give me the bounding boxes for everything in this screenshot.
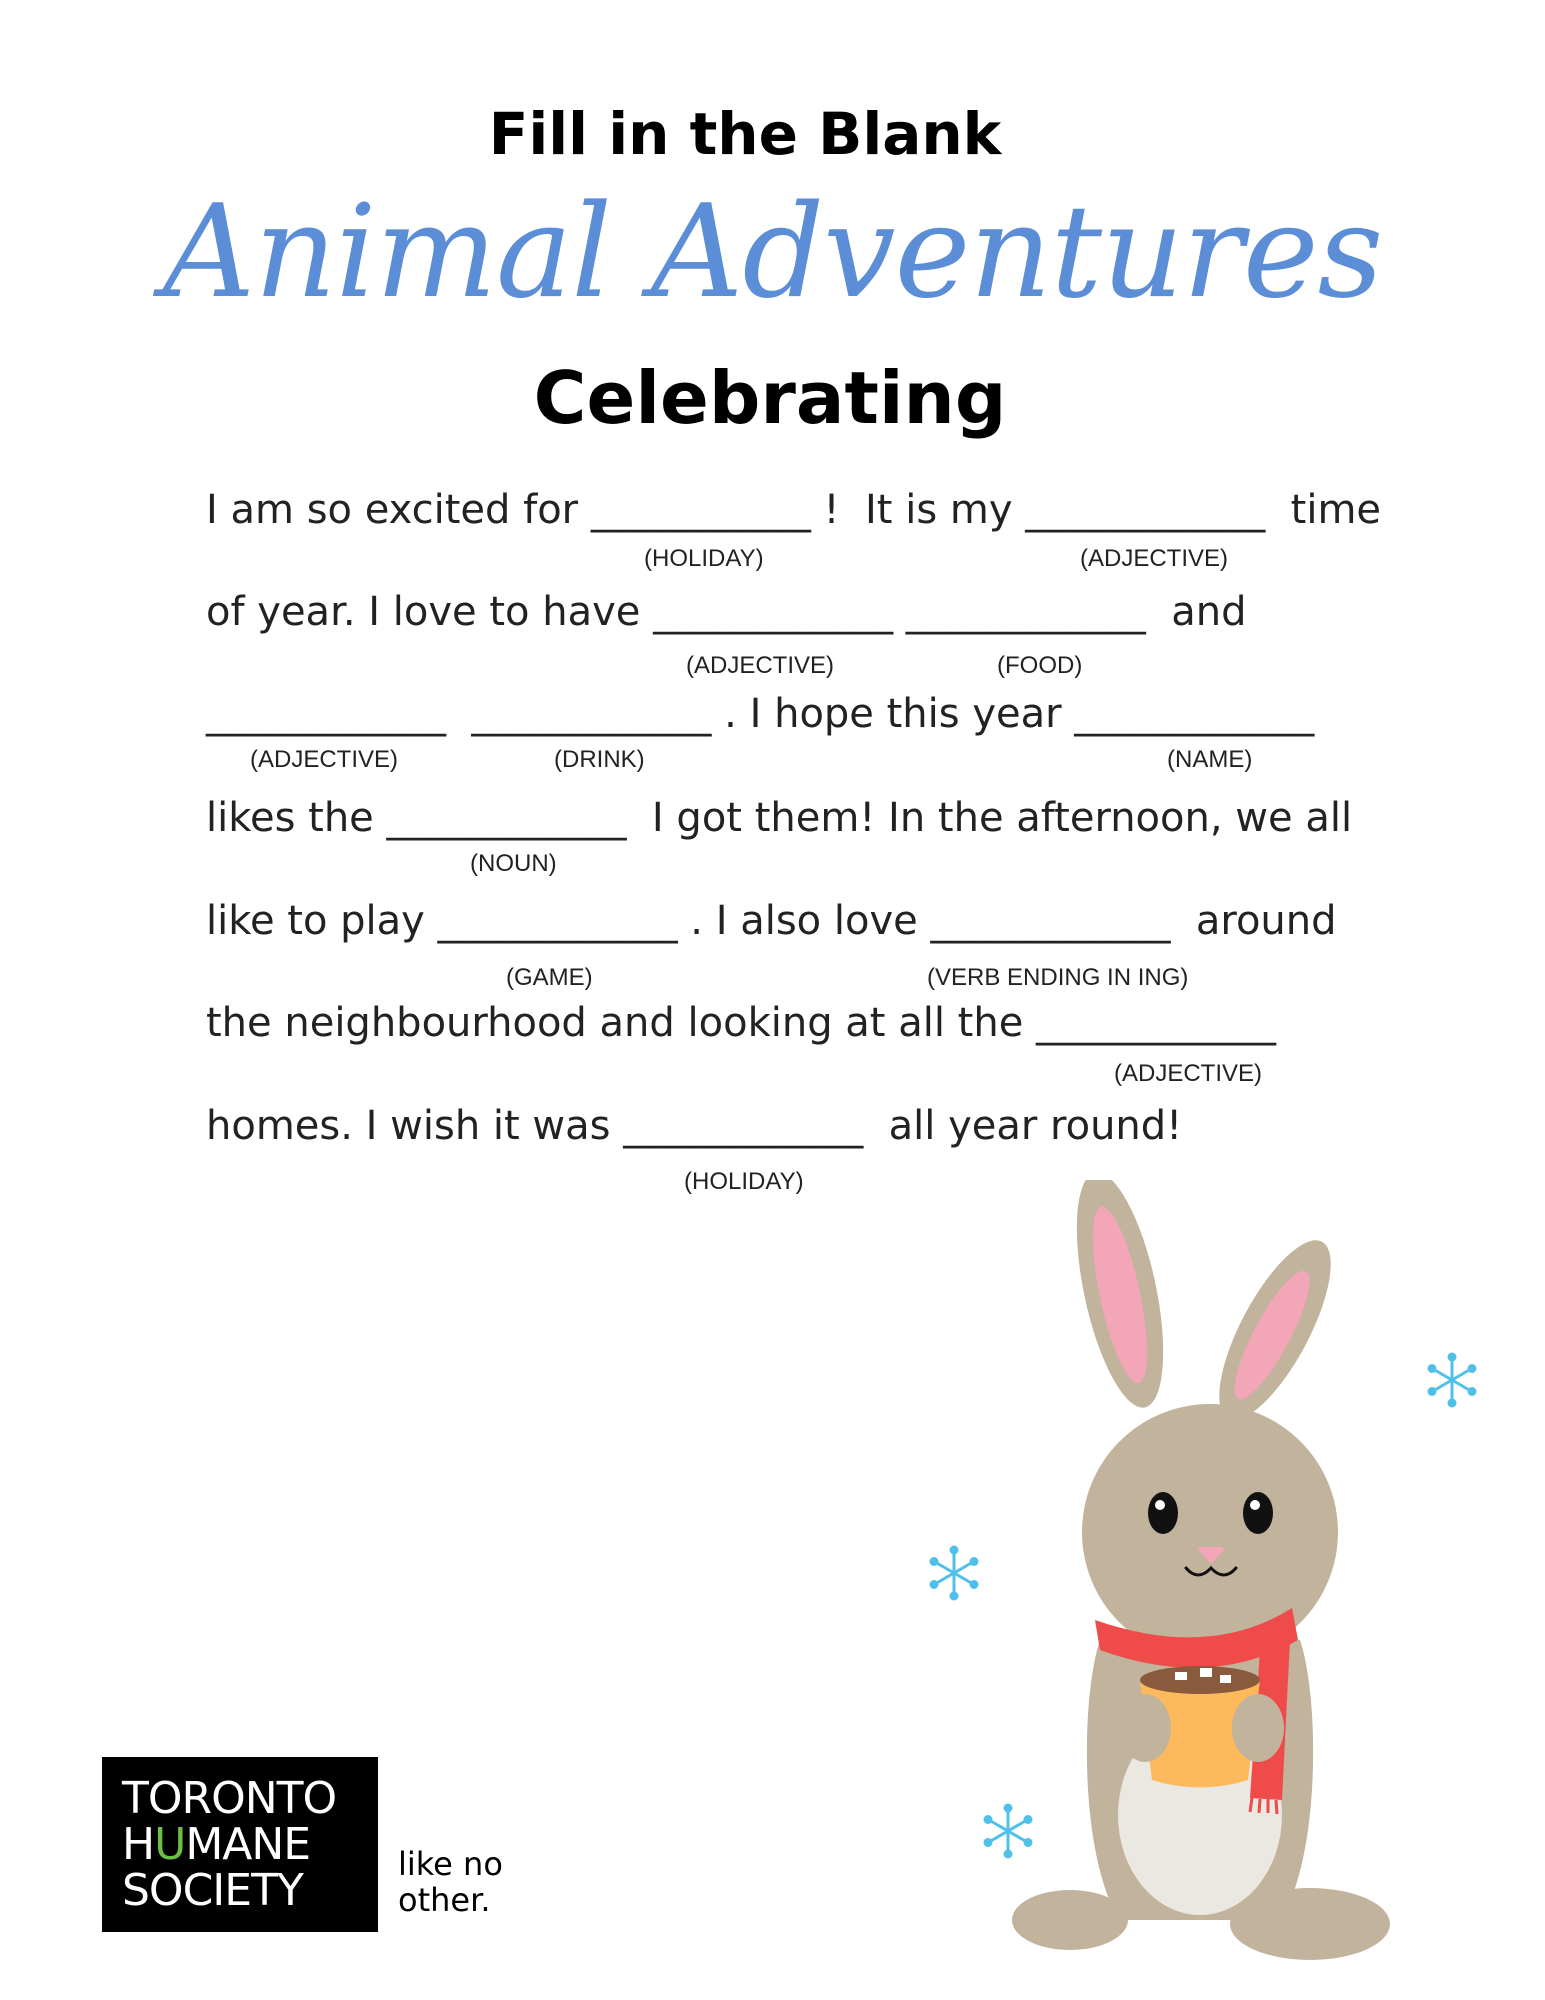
bunny-icon: [1010, 1180, 1410, 1970]
logo-letter-h: H: [122, 1819, 155, 1870]
snowflake-icon: [1424, 1352, 1480, 1408]
story-line-3: ____________ ____________ . I hope this year ____________: [206, 691, 1315, 737]
hint-adjective: (ADJECTIVE): [686, 652, 835, 679]
subtitle-top: Fill in the Blank: [488, 100, 1002, 168]
hint-drink: (DRINK): [554, 746, 645, 773]
story-line-6: the neighbourhood and looking at all the ____________: [206, 1000, 1277, 1046]
story-line-7: homes. I wish it was ____________ all year round!: [206, 1103, 1183, 1149]
logo-letter-u: U: [154, 1819, 186, 1870]
snowflake-icon: [926, 1545, 982, 1601]
story-line-4: likes the ____________ I got them! In the afternoon, we all: [206, 795, 1353, 841]
story-line-5: like to play ____________ . I also love ____________ around: [206, 898, 1337, 944]
hint-food: (FOOD): [997, 652, 1083, 679]
hint-adjective: (ADJECTIVE): [250, 746, 399, 773]
logo-tagline: like no other.: [398, 1845, 503, 1919]
hint-noun: (NOUN): [470, 850, 557, 877]
story-line-1: I am so excited for ___________ ! It is my ____________ time: [206, 487, 1382, 533]
logo-line-2: [122, 1819, 311, 1870]
hint-adjective: (ADJECTIVE): [1080, 545, 1229, 572]
hint-holiday: (HOLIDAY): [644, 545, 764, 572]
logo-line-3: SOCIETY: [122, 1865, 303, 1916]
hint-game: (GAME): [506, 964, 593, 991]
page-title: Animal Adventures: [162, 178, 1383, 327]
hint-name: (NAME): [1167, 746, 1253, 773]
logo-letters-mane: MANE: [185, 1819, 311, 1870]
hint-adjective: (ADJECTIVE): [1114, 1060, 1263, 1087]
hint-verb-ing: (VERB ENDING IN ING): [927, 964, 1189, 991]
story-line-2: of year. I love to have ____________ ____________ and: [206, 589, 1247, 635]
hint-holiday: (HOLIDAY): [684, 1168, 804, 1195]
toronto-humane-society-logo: [102, 1757, 378, 1932]
subtitle-bottom: Celebrating: [533, 356, 1007, 440]
logo-line-1: TORONTO: [122, 1773, 337, 1824]
